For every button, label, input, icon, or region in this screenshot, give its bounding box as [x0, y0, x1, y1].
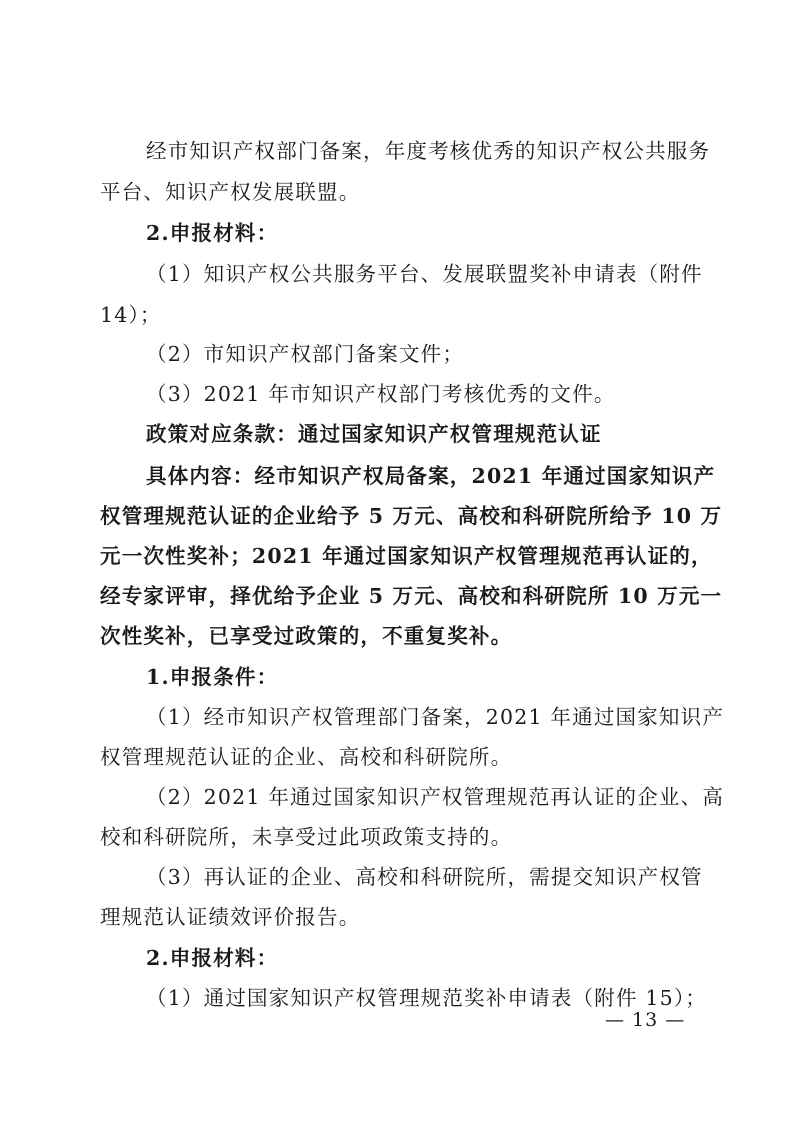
paragraph-line-1: 经市知识产权部门备案，年度考核优秀的知识产权公共服务 — [146, 139, 711, 163]
list-item-line-continued: 14）； — [100, 303, 162, 327]
specific-content-line: 元一次性奖补；2021 年通过国家知识产权管理规范再认证的， — [100, 544, 713, 568]
page-number: — 13 — — [605, 1009, 686, 1031]
section-heading-materials: 2.申报材料： — [146, 221, 279, 245]
paragraph-line-2: 平台、知识产权发展联盟。 — [100, 180, 361, 204]
condition-line-continued: 权管理规范认证的企业、高校和科研院所。 — [100, 745, 513, 769]
section-heading-materials-2: 2.申报材料： — [146, 946, 279, 970]
condition-line: （3）再认证的企业、高校和科研院所，需提交知识产权管 — [146, 865, 703, 889]
specific-content-line: 次性奖补，已享受过政策的，不重复奖补。 — [100, 624, 513, 648]
specific-content-line: 权管理规范认证的企业给予 5 万元、高校和科研院所给予 10 万 — [100, 504, 723, 528]
list-item-line: （2）市知识产权部门备案文件； — [146, 342, 465, 366]
condition-line-continued: 校和科研院所，未享受过此项政策支持的。 — [100, 825, 513, 849]
policy-clause-heading: 政策对应条款：通过国家知识产权管理规范认证 — [146, 422, 602, 446]
list-item-line: （1）通过国家知识产权管理规范奖补申请表（附件 15）； — [146, 986, 707, 1010]
list-item-line: （1）知识产权公共服务平台、发展联盟奖补申请表（附件 — [146, 262, 703, 286]
condition-line-continued: 理规范认证绩效评价报告。 — [100, 905, 361, 929]
list-item-line: （3）2021 年市知识产权部门考核优秀的文件。 — [146, 382, 616, 406]
condition-line: （2）2021 年通过国家知识产权管理规范再认证的企业、高 — [146, 785, 725, 809]
specific-content-line: 经专家评审，择优给予企业 5 万元、高校和科研院所 10 万元一 — [100, 584, 723, 608]
specific-content-line: 具体内容：经市知识产权局备案，2021 年通过国家知识产 — [146, 464, 716, 488]
section-heading-conditions: 1.申报条件： — [146, 665, 279, 689]
condition-line: （1）经市知识产权管理部门备案，2021 年通过国家知识产 — [146, 705, 725, 729]
